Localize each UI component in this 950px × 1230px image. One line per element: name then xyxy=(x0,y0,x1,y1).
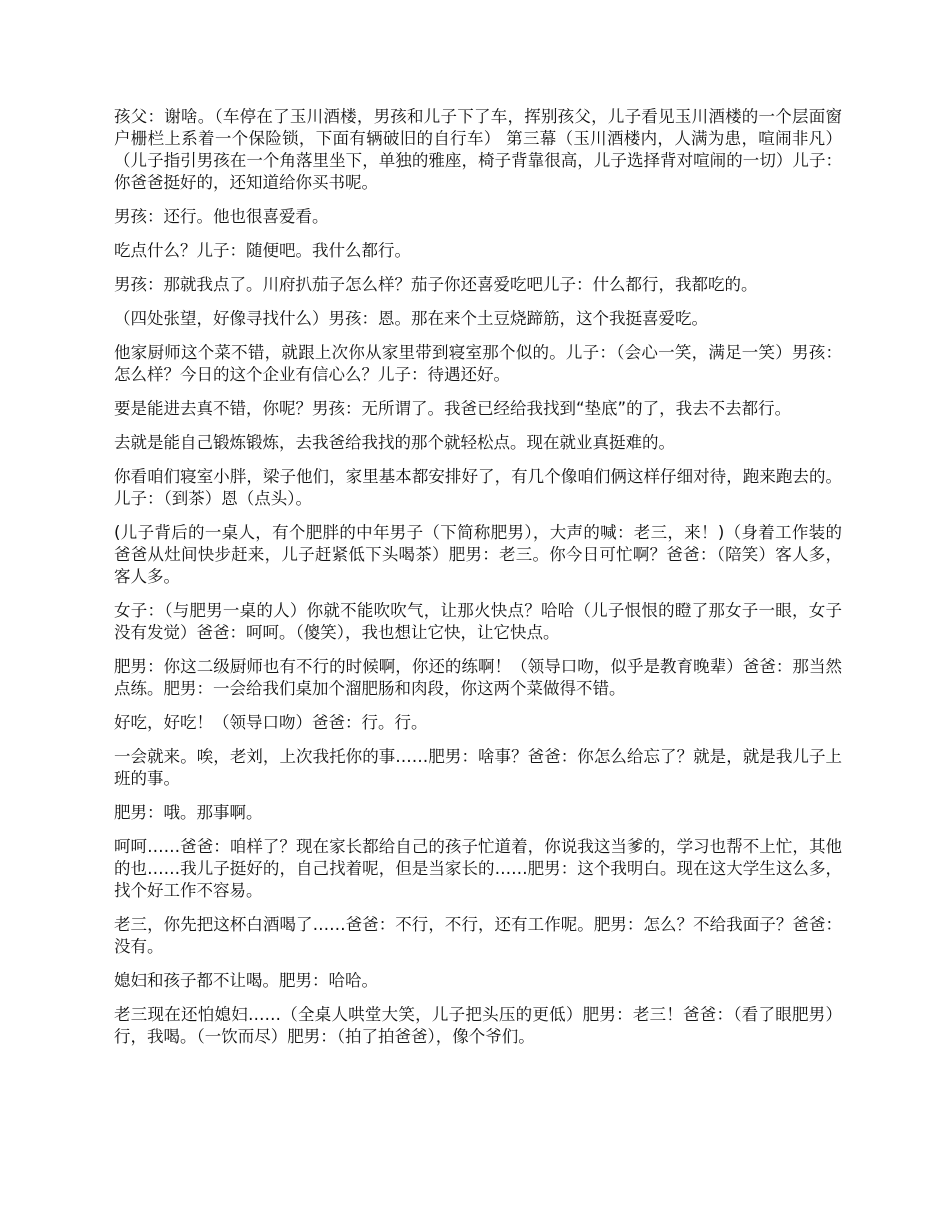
document-page xyxy=(114,106,842,1060)
paragraph: 孩父：谢啥。（车停在了玉川酒楼，男孩和儿子下了车，挥别孩父，儿子看见玉川酒楼的一个层面窗户栅栏上系着一个保险锁，下面有辆破旧的自行车） 第三幕（玉川酒楼内，人满为患，喧闹非凡） （儿子指引男孩在一个角落里坐下，单独的雅座，椅子背靠很高，儿子选择背对喧闹的一切）儿子：你爸爸挺好的，还知道给你买书呢。 xyxy=(114,107,842,192)
paragraph: 肥男：哦。那事啊。 xyxy=(114,803,263,822)
paragraph: 男孩：还行。他也很喜爱看。 xyxy=(114,207,329,226)
paragraph: 肥男：你这二级厨师也有不行的时候啊，你还的练啊！（领导口吻，似乎是教育晚辈）爸爸：那当然点练。肥男：一会给我们桌加个溜肥肠和肉段，你这两个菜做得不错。 xyxy=(114,657,842,698)
paragraph: 好吃，好吃！（领导口吻）爸爸：行。行。 xyxy=(114,713,428,732)
paragraph: （四处张望，好像寻找什么）男孩：恩。那在来个土豆烧蹄筋，这个我挺喜爱吃。 xyxy=(114,309,708,328)
paragraph: 男孩：那就我点了。川府扒茄子怎么样？茄子你还喜爱吃吧儿子：什么都行，我都吃的。 xyxy=(114,275,758,294)
paragraph: 老三，你先把这杯白酒喝了……爸爸：不行，不行，还有工作呢。肥男：怎么？不给我面子？爸爸：没有。 xyxy=(114,915,842,956)
paragraph: 媳妇和孩子都不让喝。肥男：哈哈。 xyxy=(114,971,378,990)
paragraph: 老三现在还怕媳妇……（全桌人哄堂大笑，儿子把头压的更低）肥男：老三！爸爸：（看了眼肥男）行，我喝。（一饮而尽）肥男：（拍了拍爸爸），像个爷们。 xyxy=(114,1005,842,1046)
paragraph: 女子：（与肥男一桌的人）你就不能吹吹气，让那火快点？哈哈（儿子恨恨的瞪了那女子一眼，女子没有发觉）爸爸：呵呵。（傻笑），我也想让它快，让它快点。 xyxy=(114,601,842,642)
paragraph: 他家厨师这个菜不错，就跟上次你从家里带到寝室那个似的。儿子：（会心一笑，满足一笑）男孩：怎么样？今日的这个企业有信心么？儿子：待遇还好。 xyxy=(114,343,842,384)
paragraph: 呵呵……爸爸：咱样了？现在家长都给自己的孩子忙道着，你说我这当爹的，学习也帮不上忙，其他的也……我儿子挺好的，自己找着呢，但是当家长的……肥男：这个我明白。现在这大学生这么多，找个好工作不容易。 xyxy=(114,837,842,900)
paragraph: 去就是能自己锻炼锻炼，去我爸给我找的那个就轻松点。现在就业真挺难的。 xyxy=(114,433,675,452)
paragraph: 吃点什么？儿子：随便吧。我什么都行。 xyxy=(114,241,411,260)
paragraph: (儿子背后的一桌人，有个肥胖的中年男子（下简称肥男），大声的喊：老三，来！)（身着工作装的爸爸从灶间快步赶来，儿子赶紧低下头喝茶）肥男：老三。你今日可忙啊？爸爸：（陪笑）客人多，客人多。 xyxy=(114,523,842,586)
paragraph: 要是能进去真不错，你呢？男孩：无所谓了。我爸已经给我找到“垫底”的了，我去不去都行。 xyxy=(114,399,792,418)
paragraph: 一会就来。唉，老刘，上次我托你的事……肥男：啥事？爸爸：你怎么给忘了？就是，就是我儿子上班的事。 xyxy=(114,747,842,788)
paragraph: 你看咱们寝室小胖，梁子他们，家里基本都安排好了，有几个像咱们俩这样仔细对待，跑来跑去的。儿子：（到茶）恩（点头）。 xyxy=(114,467,842,508)
